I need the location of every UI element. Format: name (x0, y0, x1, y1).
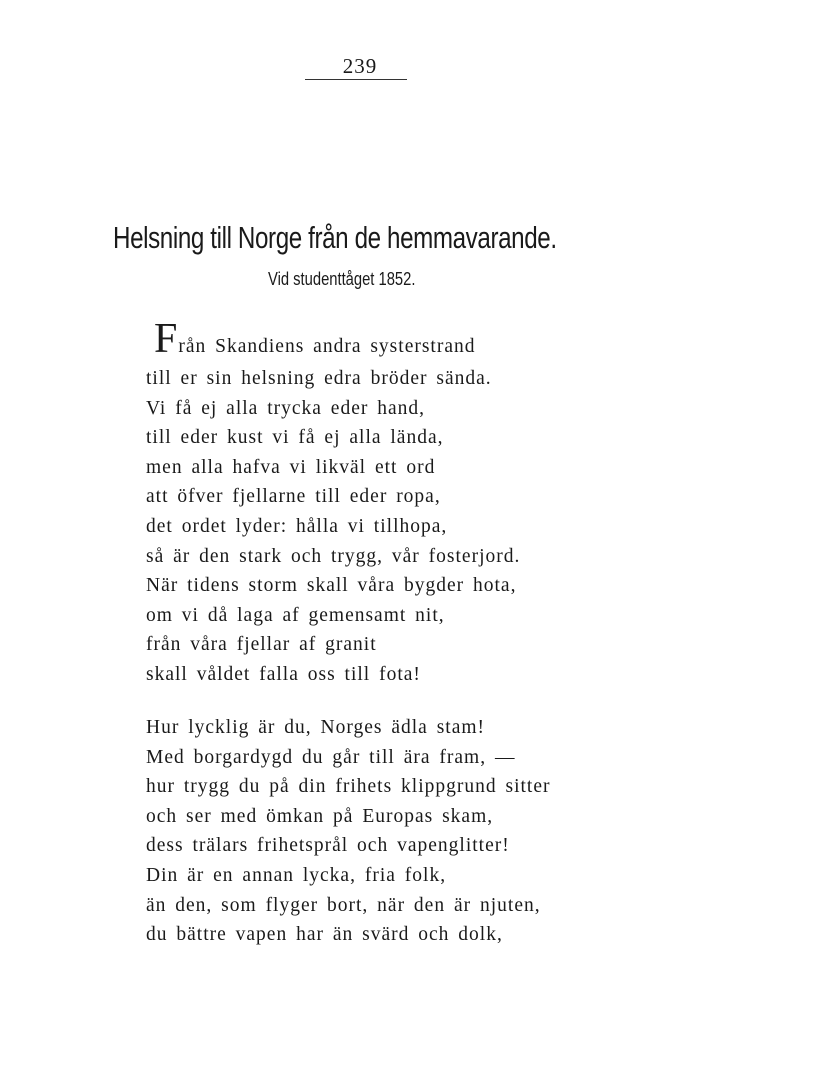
stanza-1 (146, 318, 746, 690)
verse-line: så är den stark och trygg, vår fosterjord. (146, 545, 521, 567)
page-number: 239 (342, 54, 378, 78)
verse-line: Vi få ej alla trycka eder hand, (146, 397, 426, 419)
verse-line: Din är en annan lycka, fria folk, (146, 864, 447, 886)
verse-line: men alla hafva vi likväl ett ord (146, 456, 436, 478)
verse-line: dess trälars frihetsprål och vapenglitter! (146, 835, 510, 857)
verse-line: Med borgardygd du går till ära fram, — (146, 746, 516, 768)
verse-line: och ser med ömkan på Europas skam, (146, 805, 494, 827)
verse-line: från våra fjellar af granit (146, 634, 377, 656)
verse-line: Hur lycklig är du, Norges ädla stam! (146, 717, 486, 738)
verse-line: än den, som flyger bort, när den är njuten, (146, 894, 541, 916)
first-line-text: rån Skandiens andra systerstrand (178, 336, 476, 357)
poem-title: Helsning till Norge från de hemmavarande. (113, 220, 557, 255)
verse-line-1 (146, 318, 746, 364)
drop-cap: F (154, 316, 178, 362)
verse-line: det ordet lyder: hålla vi tillhopa, (146, 515, 448, 537)
verse-line: att öfver fjellarne till eder ropa, (146, 486, 441, 508)
verse-line: du bättre vapen har än svärd och dolk, (146, 924, 503, 946)
verse-line: skall våldet falla oss till fota! (146, 663, 421, 685)
verse-line: till eder kust vi få ej alla lända, (146, 427, 444, 449)
verse-line: hur trygg du på din frihets klippgrund sitter (146, 776, 551, 798)
page-number-rule (305, 79, 407, 80)
verse-line: om vi då laga af gemensamt nit, (146, 604, 445, 626)
stanza-2 (146, 713, 746, 950)
poem-subtitle: Vid studenttåget 1852. (268, 269, 416, 289)
verse-line: När tidens storm skall våra bygder hota, (146, 575, 517, 597)
verse-line: till er sin helsning edra bröder sända. (146, 368, 492, 389)
